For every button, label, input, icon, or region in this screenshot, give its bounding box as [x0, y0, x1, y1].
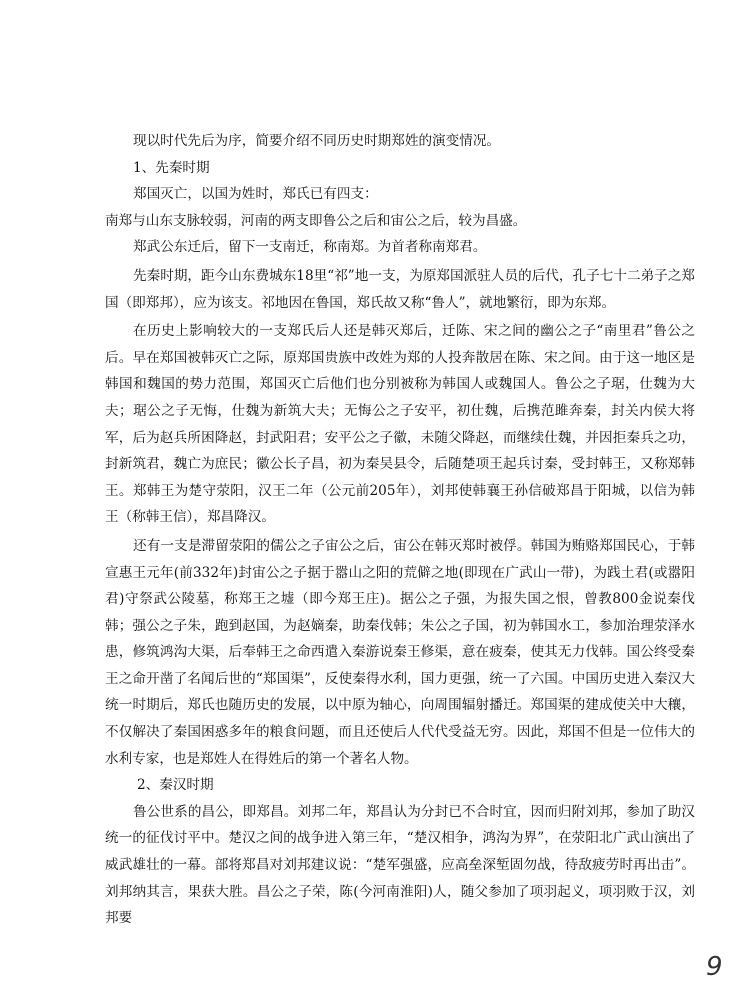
paragraph: 南郑与山东支脉较弱，河南的两支即鲁公之后和宙公之后，较为昌盛。 — [105, 212, 527, 229]
paragraph: 郑国灭亡，以国为姓时，郑氏已有四支： — [133, 186, 378, 203]
paragraph: 在历史上影响较大的一支郑氏后人还是韩灭郑后，迁陈、宋之间的幽公之子“南里君”鲁公之后。早在郑国被韩灭亡之际，原郑国贵族中改姓为郑的人投奔散居在陈、宋之间。由于这一地区是韩国和魏国的势力范围，郑国灭亡后他们也分别被称为韩国人或魏国人。鲁公之子琚，仕魏为大夫；琚公之子无悔，仕魏为新筑大夫；无悔公之子安平，初仕魏，后携范雎奔秦，封关内侯大将军，后为赵兵所困降赵，封武阳君；安平公之子徽，未随父降赵，而继续仕魏，并因拒秦兵之功，封新筑君，魏亡为庶民；徽公长子昌，初为秦吴县令，后随楚项王起兵讨秦，受封韩王，又称郑韩王。郑韩王为楚守荥阳，汉王二年（公元前205年），刘邦使韩襄王孙信破郑昌于阳城，以信为韩王（称韩王信），郑昌降汉。 — [105, 323, 695, 526]
intro-paragraph: 现以时代先后为序，简要介绍不同历史时期郑姓的演变情况。 — [133, 133, 501, 149]
paragraph: 郑武公东迁后，留下一支南迁，称南郑。为首者称南郑君。 — [133, 239, 487, 256]
section-heading-qin-han: 2、秦汉时期 — [137, 777, 214, 794]
page-number: 9 — [706, 952, 723, 982]
paragraph: 先秦时期，距今山东费城东18里“祁”地一支，为原郑国派驻人员的后代，孔子七十二弟子之郑国（即郑邦），应为该支。祁地因在鲁国，郑氏故又称“鲁人”，就地繁衍，即为东郑。 — [105, 267, 695, 311]
paragraph: 还有一支是滞留荥阳的儒公之子宙公之后，宙公在韩灭郑时被俘。韩国为贿赂郑国民心，于韩宣惠王元年(前332年)封宙公之子据于嚣山之阳的荒僻之地(即现在广武山一带)，为践土君(或嚣阳君)守祭武公陵墓，称郑王之墟（即今郑王庄)。据公之子强，为报失国之恨，曾教800金说秦伐韩；强公之子朱，跑到赵国，为赵嫡秦，助秦伐韩；朱公之子国，初为韩国水工，参加治理荥泽水患，修筑鸿沟大渠，后奉韩王之命西遣入秦游说秦王修渠，意在疲秦，使其无力伐韩。国公终受秦王之命开凿了名闻后世的“郑国渠”，反使秦得水利，国力更强，统一了六国。中国历史进入秦汉大统一时期后，郑氏也随历史的发展，以中原为轴心，向周围辐射播迁。郑国渠的建成使关中大穰，不仅解决了秦国困惑多年的粮食问题，而且还使后人代代受益无穷。因此，郑国不但是一位伟大的水利专家，也是郑姓人在得姓后的第一个著名人物。 — [105, 537, 695, 767]
document-body — [105, 128, 695, 932]
paragraph: 鲁公世系的昌公，即郑昌。刘邦二年，郑昌认为分封已不合时宜，因而归附刘邦，参加了助汉统一的征伐讨平中。楚汉之间的战争进入第三年，“楚汉相争，鸿沟为界”，在荥阳北广武山演出了威武雄壮的一幕。部将郑昌对刘邦建议说：“楚军强盛，应高垒深堑固勿战，待敌疲劳时再出击”。刘邦纳其言，果获大胜。昌公之子荣，陈(今河南淮阳)人，随父参加了项羽起义，项羽败于汉，刘邦要 — [105, 803, 695, 927]
section-heading-pre-qin: 1、先秦时期 — [133, 159, 210, 176]
